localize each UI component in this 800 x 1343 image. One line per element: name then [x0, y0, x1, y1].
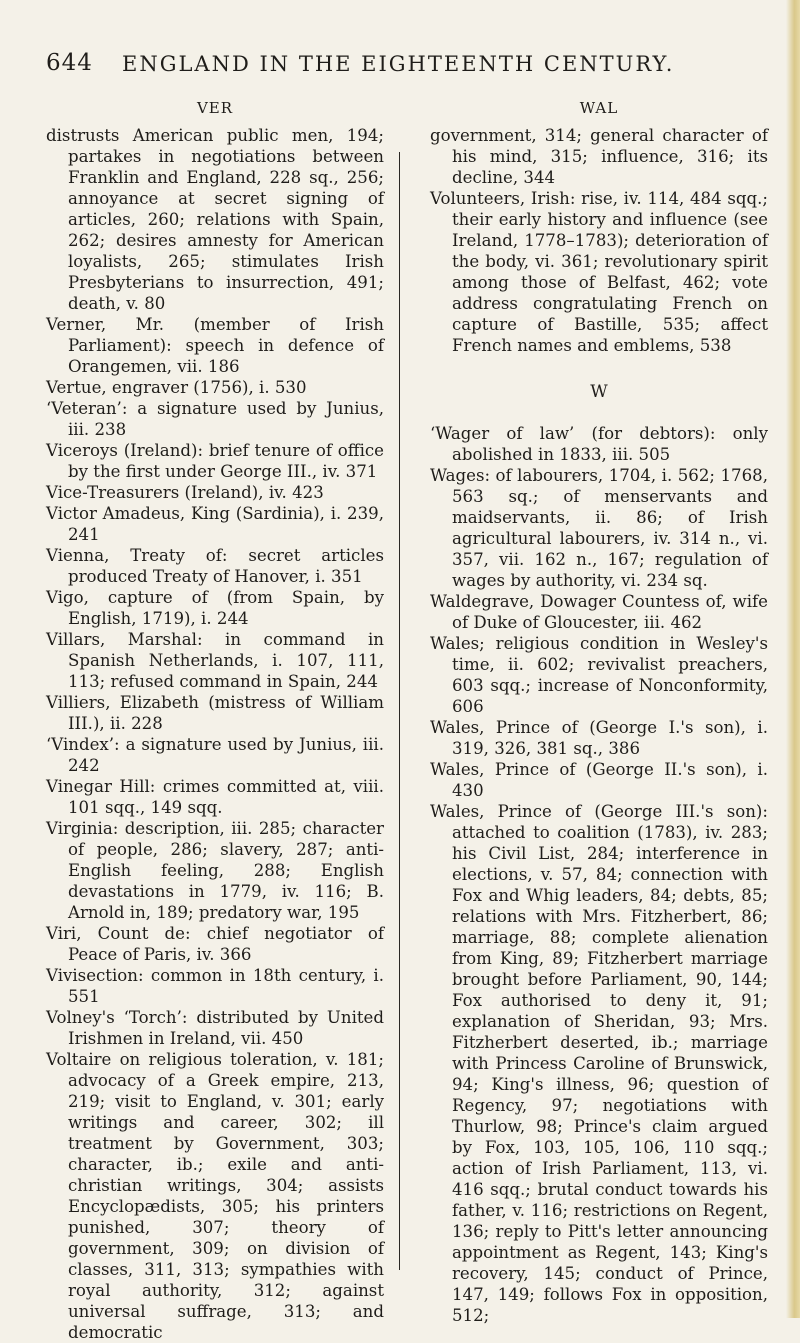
index-entry: government, 314; general character of his mind, 315; influence, 316; its decline, 344: [430, 126, 768, 187]
column-guide-word-left: VER: [196, 99, 234, 117]
index-entry: Villars, Marshal: in command in Spanish Netherlands, i. 107, 111, 113; refused command in Spain, 244: [46, 630, 384, 691]
right-entry-list-v: [430, 125, 768, 356]
index-entry: Vivisection: common in 18th century, i. 551: [46, 966, 384, 1006]
index-entry: Vertue, engraver (1756), i. 530: [46, 378, 307, 397]
index-entry: Vienna, Treaty of: secret articles produced Treaty of Hanover, i. 351: [46, 546, 384, 586]
running-title: ENGLAND IN THE EIGHTEENTH CENTURY.: [122, 52, 675, 76]
index-entry: Victor Amadeus, King (Sardinia), i. 239, 241: [46, 504, 384, 544]
index-entry: Wales, Prince of (George II.'s son), i. 430: [430, 760, 768, 800]
page-number: 644: [46, 50, 93, 76]
index-entry: Wales; religious condition in Wesley's time, ii. 602; revivalist preachers, 603 sqq.; increase of Nonconformity, 606: [430, 634, 768, 716]
section-letter-w: W: [590, 382, 608, 402]
right-entry-list-w: [430, 423, 768, 1326]
index-entry: Vigo, capture of (from Spain, by English, 1719), i. 244: [46, 588, 384, 628]
index-entry: Volney's ‘Torch’: distributed by United Irishmen in Ireland, vii. 450: [46, 1008, 384, 1048]
index-entry: Wales, Prince of (George I.'s son), i. 319, 326, 381 sq., 386: [430, 718, 768, 758]
index-entry: distrusts American public men, 194; partakes in negotiations between Franklin and England, 228 sq., 256; annoyance at secret signing of articles, 260; relations with Spain, 262; desires amnesty for American loyalists, 265; stimulates Irish Presbyterians to insurrection, 491; death, v. 80: [46, 126, 384, 313]
index-entry: Volunteers, Irish: rise, iv. 114, 484 sqq.; their early history and influence (see Ireland, 1778–1783); deterioration of the body, vi. 361; revolutionary spirit among those of Belfast, 462; vote address congratulating French on capture of Bastille, 535; affect French names and emblems, 538: [430, 189, 768, 355]
column-divider: [399, 152, 400, 1270]
index-entry: Viceroys (Ireland): brief tenure of office by the first under George III., iv. 371: [46, 441, 384, 481]
index-entry: ‘Veteran’: a signature used by Junius, iii. 238: [46, 399, 384, 439]
index-entry: Villiers, Elizabeth (mistress of William III.), ii. 228: [46, 693, 384, 733]
index-column-right: [430, 98, 768, 1326]
index-entry: Waldegrave, Dowager Countess of, wife of Duke of Gloucester, iii. 462: [430, 592, 768, 632]
index-entry: Vinegar Hill: crimes committed at, viii. 101 sqq., 149 sqq.: [46, 777, 384, 817]
column-guide-word-right: WAL: [579, 99, 619, 117]
left-entry-list: [46, 125, 384, 1343]
page-header: [46, 50, 766, 84]
page-edge-shadow: [786, 0, 800, 1318]
index-entry: ‘Wager of law’ (for debtors): only abolished in 1833, iii. 505: [430, 424, 768, 464]
index-entry: Virginia: description, iii. 285; character of people, 286; slavery, 287; anti-English feeling, 288; English devastations in 1779, iv. 116; B. Arnold in, 189; predatory war, 195: [46, 819, 384, 922]
index-entry: Wales, Prince of (George III.'s son): attached to coalition (1783), iv. 283; his Civil List, 284; interference in elections, v. 57, 84; connection with Fox and Whig leaders, 84; debts, 85; relations with Mrs. Fitzherbert, 86; marriage, 88; complete alienation from King, 89; Fitzherbert marriage brought before Parliament, 90, 144; Fox authorised to deny it, 91; explanation of Sheridan, 93; Mrs. Fitzherbert deserted, ib.; marriage with Princess Caroline of Brunswick, 94; King's illness, 96; question of Regency, 97; negotiations with Thurlow, 98; Prince's claim argued by Fox, 103, 105, 106, 110 sqq.; action of Irish Parliament, 113, vi. 416 sqq.; brutal conduct towards his father, v. 116; restrictions on Regent, 136; reply to Pitt's letter announcing appointment as Regent, 143; King's recovery, 145; conduct of Prince, 147, 149; follows Fox in opposition, 512;: [430, 802, 768, 1325]
index-entry: Viri, Count de: chief negotiator of Peace of Paris, iv. 366: [46, 924, 384, 964]
index-entry: Wages: of labourers, 1704, i. 562; 1768, 563 sq.; of menservants and maidservants, ii. 86; of Irish agricultural labourers, iv. 314 n., vi. 357, vii. 162 n., 167; regulation of wages by authority, vi. 234 sq.: [430, 466, 768, 590]
index-entry: Verner, Mr. (member of Irish Parliament): speech in defence of Orangemen, vii. 186: [46, 315, 384, 376]
index-entry: ‘Vindex’: a signature used by Junius, iii. 242: [46, 735, 384, 775]
index-entry: Vice-Treasurers (Ireland), iv. 423: [46, 483, 324, 502]
index-column-left: [46, 98, 384, 1343]
index-entry: Voltaire on religious toleration, v. 181; advocacy of a Greek empire, 213, 219; visit to England, v. 301; early writings and career, 302; ill treatment by Government, 303; character, ib.; exile and anti-christian writings, 304; assists Encyclopædists, 305; his printers punished, 307; theory of government, 309; on division of classes, 311, 313; sympathies with royal authority, 312; against universal suffrage, 313; and democratic: [46, 1050, 384, 1342]
